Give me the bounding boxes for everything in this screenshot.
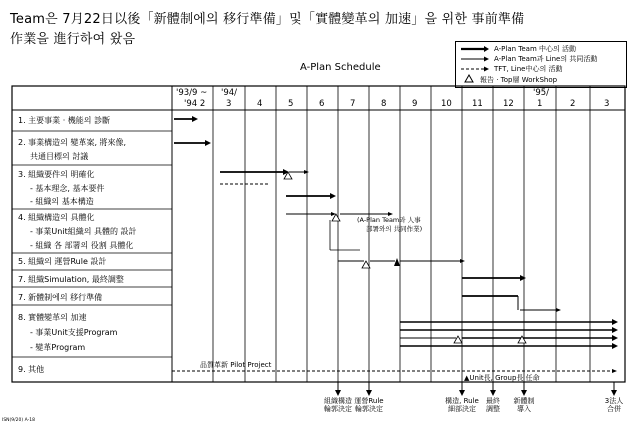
header-month-aug: 8 xyxy=(381,99,387,109)
milestone-new-system-line2: 導入 xyxy=(517,405,531,414)
milestone-final-adjust-line2: 調整 xyxy=(486,405,500,414)
task-1-diagnosis: 1. 主要事業 · 機能의 診斷 xyxy=(18,116,111,125)
task-5-rules: 5. 組織의 運營Rule 設計 xyxy=(18,257,107,266)
milestone-merger xyxy=(598,397,630,413)
annotation-joint-work-1: (A-Plan Team과 人事 xyxy=(357,216,421,224)
header-month-feb95: 2 xyxy=(570,99,576,109)
schedule-title: A-Plan Schedule xyxy=(300,62,381,73)
header-month-jan95: 1 xyxy=(537,99,543,109)
task-8-unit-support: - 事業Unit支援Program xyxy=(30,328,118,337)
header-month-sep: 9 xyxy=(412,99,418,109)
task-8-reform-program: - 變革Program xyxy=(30,343,86,352)
header-month-mar95: 3 xyxy=(604,99,610,109)
header-month-oct: 10 xyxy=(441,99,452,109)
intro-line-2: 作業을 進行하여 왔음 xyxy=(10,32,136,47)
header-first-top: '93/9 ~ xyxy=(176,88,208,98)
milestone-detail-decision-line2: 細部決定 xyxy=(448,405,476,414)
header-first-bottom: '94 2 xyxy=(184,99,206,109)
document-code: ISN(9/20) A-18 xyxy=(2,418,35,423)
header-month-mar94: 3 xyxy=(226,99,232,109)
milestone-new-system xyxy=(506,397,542,413)
annotation-joint-work-2: 部署와의 共同作業) xyxy=(366,225,423,233)
header-month-top-mar94: '94/ xyxy=(221,88,238,98)
task-3-basic-ideas: - 基本理念, 基本要件 xyxy=(30,184,105,193)
milestone-merger-line1: 3法人 xyxy=(604,397,624,405)
milestone-structure-outline-line2: 輪郭決定 xyxy=(324,405,352,414)
task-4-dept-roles: - 組織 各 部署의 役割 具體化 xyxy=(30,241,134,250)
header-month-jun: 6 xyxy=(319,99,325,109)
milestone-structure-outline-line1: 組織構造 xyxy=(324,397,352,405)
milestone-new-system-line1: 新體制 xyxy=(513,397,535,405)
milestone-final-adjust xyxy=(478,397,508,413)
milestone-merger-line2: 合併 xyxy=(607,405,621,414)
annotation-unit-appointment: ▲Unit長, Group長 任命 xyxy=(464,374,540,382)
milestone-detail-decision-line1: 構造, Rule xyxy=(445,397,479,405)
task-3-basic-structure: - 組織의 基本構造 xyxy=(30,197,94,206)
header-month-dec: 12 xyxy=(503,99,514,109)
task-6-simulation: 7. 組織Simulation, 最終調整 xyxy=(18,275,124,284)
milestone-rule-outline-line2: 輪郭決定 xyxy=(355,405,383,414)
header-month-top-jan95: '95/ xyxy=(533,88,550,98)
legend-item-joint: A-Plan Team과 Line의 共同活動 xyxy=(494,55,598,63)
header-month-jul: 7 xyxy=(350,99,356,109)
milestone-rule-outline xyxy=(349,397,389,413)
legend-item-line: TFT, Line中心의 活動 xyxy=(494,65,563,73)
task-2-common-goal: 共通目標의 討議 xyxy=(30,152,89,161)
task-3-requirements: 3. 組織要件의 明確化 xyxy=(18,170,95,179)
task-8-acceleration: 8. 實體變革의 加速 xyxy=(18,313,87,322)
milestone-rule-outline-line1: 運營Rule xyxy=(354,397,384,405)
milestone-final-adjust-line1: 最終 xyxy=(486,397,500,405)
intro-line-1: Team은 7月22日以後「新體制에의 移行準備」및「實體變革의 加速」을 위한 事前準備 xyxy=(10,12,525,27)
header-month-apr: 4 xyxy=(257,99,263,109)
header-month-may: 5 xyxy=(288,99,294,109)
task-4-unit-design: - 事業Unit組織의 具體的 設計 xyxy=(30,227,137,236)
task-7-transition: 7. 新體制에의 移行準備 xyxy=(18,293,103,302)
legend-item-team: A-Plan Team 中心의 活動 xyxy=(494,45,576,53)
header-month-nov: 11 xyxy=(472,99,483,109)
task-9-other: 9. 其他 xyxy=(18,365,45,374)
task-4-structure: 4. 組織構造의 具體化 xyxy=(18,213,95,222)
annotation-pilot: 品質革新 Pilot Project xyxy=(200,361,272,369)
task-2-reform-plan: 2. 事業構造의 變革案, 將來像, xyxy=(18,138,127,147)
legend-item-report: 報告 · Top層 WorkShop xyxy=(480,76,558,84)
